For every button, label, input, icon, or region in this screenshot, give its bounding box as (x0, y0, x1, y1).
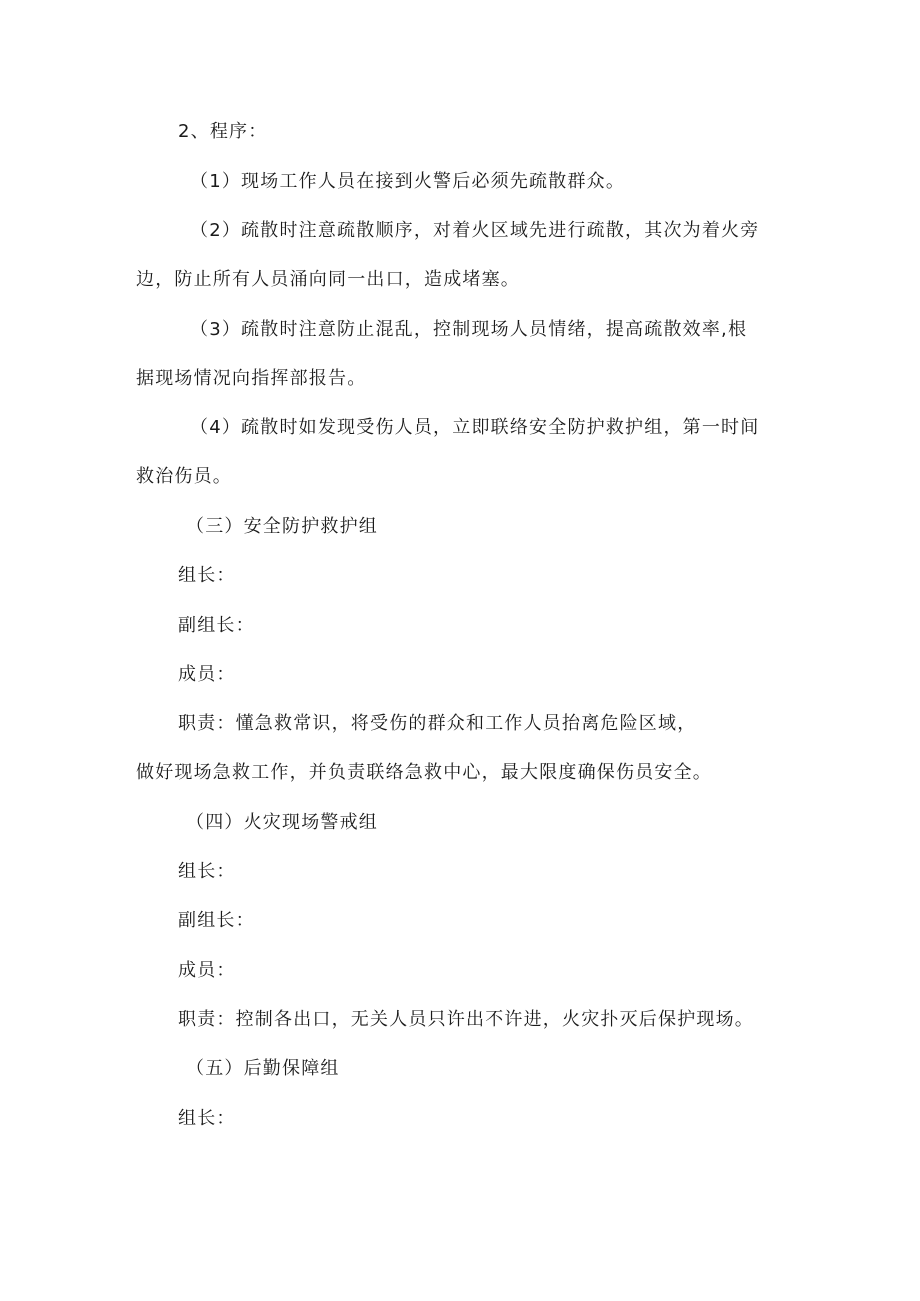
group-3-leader: 组长： (178, 565, 236, 586)
group-4-heading: （四）火灾现场警戒组 (186, 812, 378, 833)
group-3-members: 成员： (178, 664, 236, 685)
group-4-leader: 组长： (178, 861, 236, 882)
group-3-heading: （三）安全防护救护组 (186, 516, 378, 537)
procedure-step-2-line-2: 边，防止所有人员涌向同一出口，造成堵塞。 (136, 269, 520, 290)
group-4-members: 成员： (178, 960, 236, 981)
group-5-heading: （五）后勤保障组 (186, 1058, 340, 1079)
group-3-duty-line-2: 做好现场急救工作，并负责联络急救中心，最大限度确保伤员安全。 (136, 762, 712, 783)
group-3-deputy: 副组长： (178, 615, 255, 636)
procedure-step-2-line-1: （2）疏散时注意疏散顺序，对着火区域先进行疏散，其次为着火旁 (190, 220, 760, 241)
group-5-leader: 组长： (178, 1108, 236, 1129)
procedure-heading: 2、程序： (178, 121, 268, 142)
procedure-step-1: （1）现场工作人员在接到火警后必须先疏散群众。 (190, 171, 626, 192)
procedure-step-4-line-2: 救治伤员。 (136, 466, 232, 487)
procedure-step-3-line-2: 据现场情况向指挥部报告。 (136, 368, 367, 389)
procedure-step-4-line-1: （4）疏散时如发现受伤人员，立即联络安全防护救护组，第一时间 (190, 417, 760, 438)
procedure-step-3-line-1: （3）疏散时注意防止混乱，控制现场人员情绪，提高疏散效率,根 (190, 319, 748, 340)
group-3-duty-line-1: 职责：懂急救常识，将受伤的群众和工作人员抬离危险区域， (178, 713, 697, 734)
group-4-deputy: 副组长： (178, 910, 255, 931)
group-4-duty: 职责：控制各出口，无关人员只许出不许进，火灾扑灭后保护现场。 (178, 1009, 754, 1030)
